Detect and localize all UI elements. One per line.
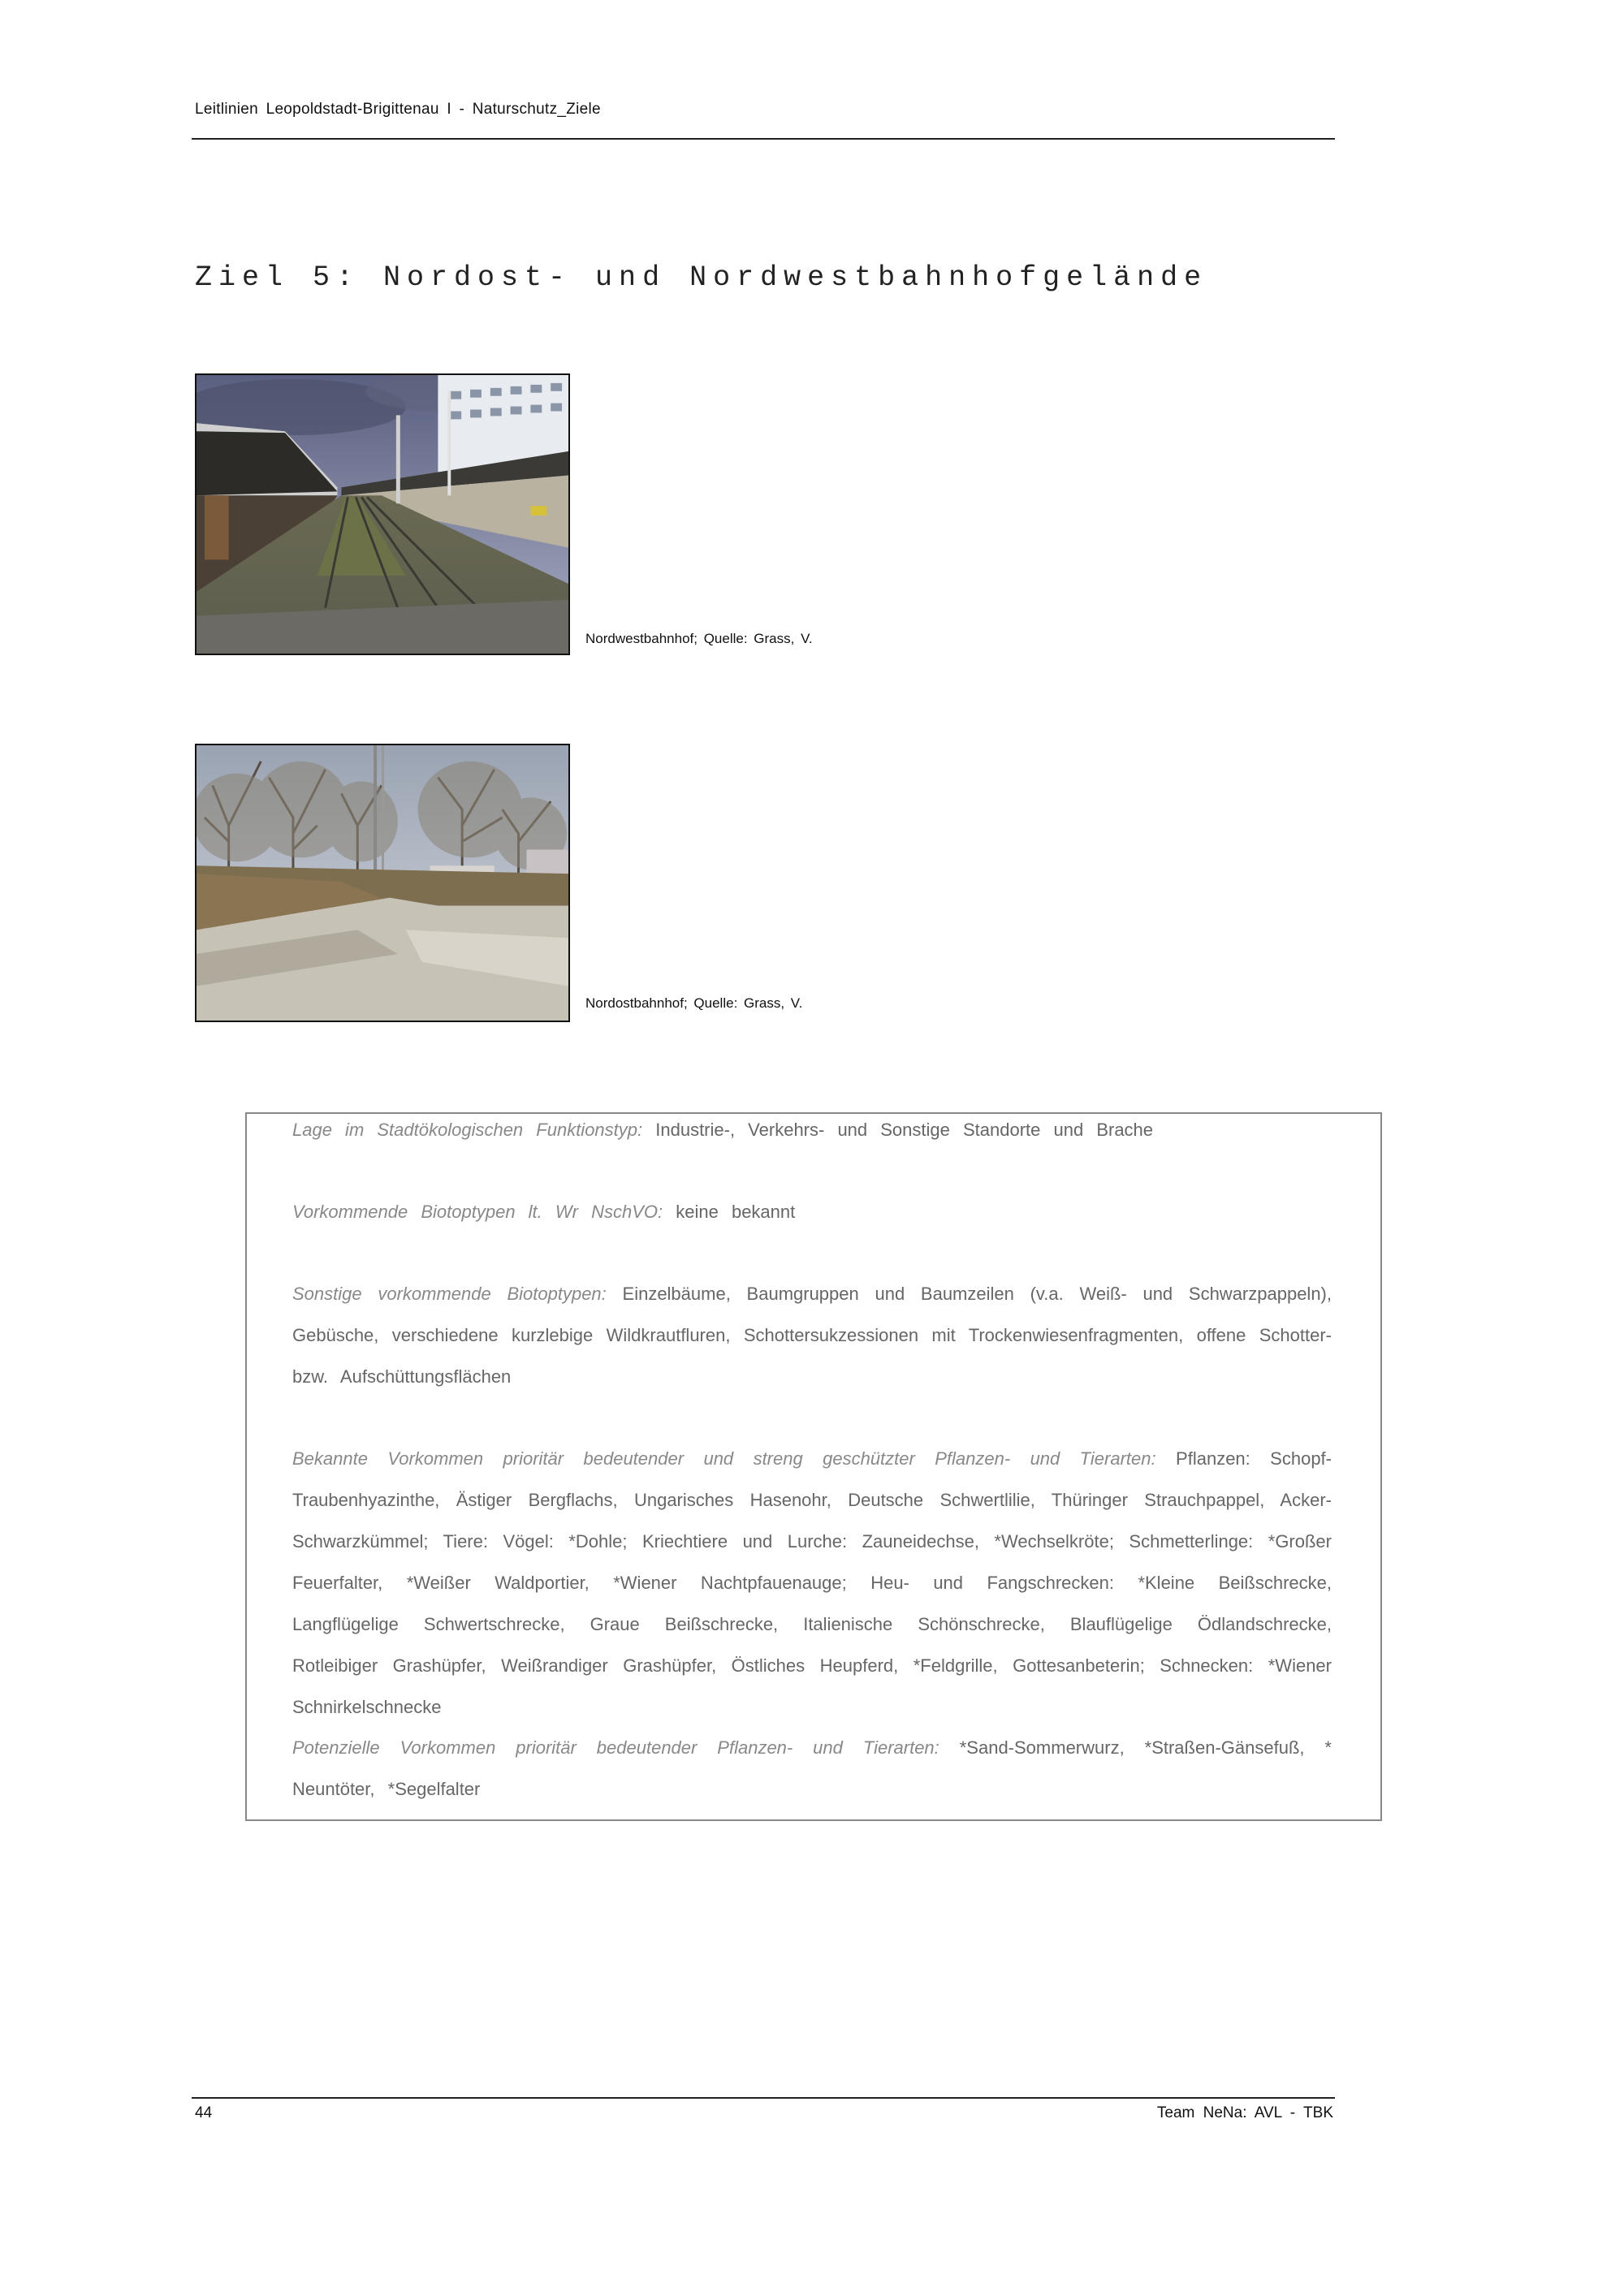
photo-nordostbahnhof [195, 744, 570, 1022]
footer-rule [192, 2097, 1335, 2099]
running-header: Leitlinien Leopoldstadt-Brigittenau I - Naturschutz_Ziele [195, 101, 601, 118]
figure-caption-2: Nordostbahnhof; Quelle: Grass, V. [585, 995, 803, 1011]
info-sonstige [292, 1273, 1332, 1397]
footer-team: Team NeNa: AVL - TBK [1156, 2104, 1333, 2121]
info-potenzielle-label: Potenzielle Vorkommen prioritär bedeutender Pflanzen- und Tierarten: [292, 1737, 939, 1758]
info-potenzielle [292, 1727, 1332, 1810]
info-bekannte [292, 1438, 1332, 1728]
info-bekannte-text: Pflanzen: Schopf-Traubenhyazinthe, Ästiger Bergflachs, Ungarisches Hasenohr, Deutsche Schwertlilie, Thüringer Strauchpappel, Acker-Schwarzkümmel; Tiere: Vögel: *Dohle; Kriechtiere und Lurche: Zauneidechse, *Wechselkröte; Schmetterlinge: *Großer Feuerfalter, *Weißer Waldportier, *Wiener Nachtpfauenauge; Heu- und Fangschrecken: *Kleine Beißschrecke, Langflügelige Schwertschrecke, Graue Beißschrecke, Italienische Schönschrecke, Blauflügelige Ödlandschrecke, Rotleibiger Grashüpfer, Weißrandiger Grashüpfer, Östliches Heupferd, *Feldgrille, Gottesanbeterin; Schnecken: *Wiener Schnirkelschnecke [292, 1448, 1332, 1717]
info-lage-label: Lage im Stadtökologischen Funktionstyp: [292, 1120, 643, 1140]
header-rule [192, 138, 1335, 140]
info-lage [292, 1109, 1332, 1150]
info-lage-text: Industrie-, Verkehrs- und Sonstige Standorte und Brache [655, 1120, 1154, 1140]
page-title: Ziel 5: Nordost- und Nordwestbahnhofgelände [195, 261, 1208, 294]
info-sonstige-label: Sonstige vorkommende Biotoptypen: [292, 1284, 607, 1304]
info-bekannte-label: Bekannte Vorkommen prioritär bedeutender und streng geschützter Pflanzen- und Tierarten: [292, 1448, 1156, 1469]
info-biotop-nschvo-label: Vorkommende Biotoptypen lt. Wr NschVO: [292, 1202, 663, 1222]
figure-caption-1: Nordwestbahnhof; Quelle: Grass, V. [585, 631, 813, 646]
info-biotop-nschvo [292, 1191, 1332, 1232]
page-number: 44 [195, 2104, 213, 2121]
photo-nordwestbahnhof [195, 373, 570, 655]
info-sonstige-text: Einzelbäume, Baumgruppen und Baumzeilen (v.a. Weiß- und Schwarzpappeln), Gebüsche, verschiedene kurzlebige Wildkrautfluren, Schottersukzessionen mit Trockenwiesenfragmenten, offene Schotter- bzw. Aufschüttungsflächen [292, 1284, 1332, 1387]
info-potenzielle-text: *Sand-Sommerwurz, *Straßen-Gänsefuß, * Neuntöter, *Segelfalter [292, 1737, 1332, 1799]
info-biotop-nschvo-text: keine bekannt [676, 1202, 796, 1222]
